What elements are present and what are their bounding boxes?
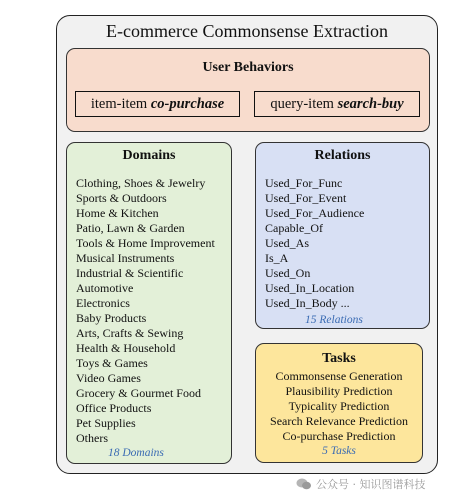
relations-count: 15 Relations — [305, 314, 363, 326]
domains-count: 18 Domains — [108, 447, 164, 459]
relation-item: Is_A — [265, 251, 289, 265]
domain-item: Home & Kitchen — [76, 206, 159, 220]
domain-item: Industrial & Scientific — [76, 266, 184, 280]
user-behaviors-box — [66, 48, 430, 132]
task-item: Search Relevance Prediction — [270, 414, 408, 428]
relation-item: Used_For_Audience — [265, 206, 365, 220]
tasks-count: 5 Tasks — [322, 445, 356, 457]
tasks-title: Tasks — [322, 351, 356, 366]
watermark-text: 公众号 · 知识图谱科技 — [316, 478, 426, 491]
co-purchase-label: co-purchase — [150, 96, 225, 112]
user-behaviors-title: User Behaviors — [202, 60, 294, 75]
domain-item: Musical Instruments — [76, 251, 175, 265]
domain-item: Tools & Home Improvement — [76, 236, 215, 250]
task-item: Plausibility Prediction — [285, 384, 393, 398]
tasks-list — [256, 369, 422, 459]
domains-title: Domains — [122, 148, 176, 163]
co-purchase-behavior — [75, 91, 240, 117]
task-item: Commonsense Generation — [275, 369, 403, 383]
domain-item: Pet Supplies — [76, 416, 136, 430]
search-buy-prefix: query-item — [270, 96, 338, 112]
wechat-icon — [296, 478, 312, 490]
relation-item: Used_In_Location — [265, 281, 355, 295]
relation-item: Used_For_Event — [265, 191, 347, 205]
search-buy-label: search-buy — [337, 96, 404, 112]
relations-title: Relations — [314, 148, 371, 163]
domain-item: Others — [76, 431, 108, 445]
domain-item: Sports & Outdoors — [76, 191, 167, 205]
domain-item: Baby Products — [76, 311, 147, 325]
domain-item: Patio, Lawn & Garden — [76, 221, 185, 235]
relation-item: Capable_Of — [265, 221, 323, 235]
domains-box — [66, 142, 232, 464]
relations-list — [265, 176, 364, 328]
domain-item: Clothing, Shoes & Jewelry — [76, 176, 206, 190]
domain-item: Electronics — [76, 296, 130, 310]
co-purchase-prefix: item-item — [90, 96, 151, 112]
tasks-box — [255, 343, 423, 463]
domain-item: Arts, Crafts & Sewing — [76, 326, 184, 340]
domain-item: Toys & Games — [76, 356, 148, 370]
domain-item: Video Games — [76, 371, 141, 385]
diagram-title: E-commerce Commonsense Extraction — [106, 21, 388, 41]
relations-box — [255, 142, 430, 329]
task-item: Co-purchase Prediction — [282, 429, 396, 443]
relation-item: Used_As — [265, 236, 309, 250]
task-item: Typicality Prediction — [288, 399, 390, 413]
relation-item: Used_On — [265, 266, 311, 280]
domain-item: Automotive — [76, 281, 134, 295]
watermark — [296, 476, 426, 492]
domain-item: Office Products — [76, 401, 152, 415]
relation-item: Used_In_Body ... — [265, 296, 350, 310]
relation-item: Used_For_Func — [265, 176, 343, 190]
search-buy-behavior — [254, 91, 420, 117]
domain-item: Grocery & Gourmet Food — [76, 386, 201, 400]
domain-item: Health & Household — [76, 341, 176, 355]
domains-list — [76, 176, 215, 461]
